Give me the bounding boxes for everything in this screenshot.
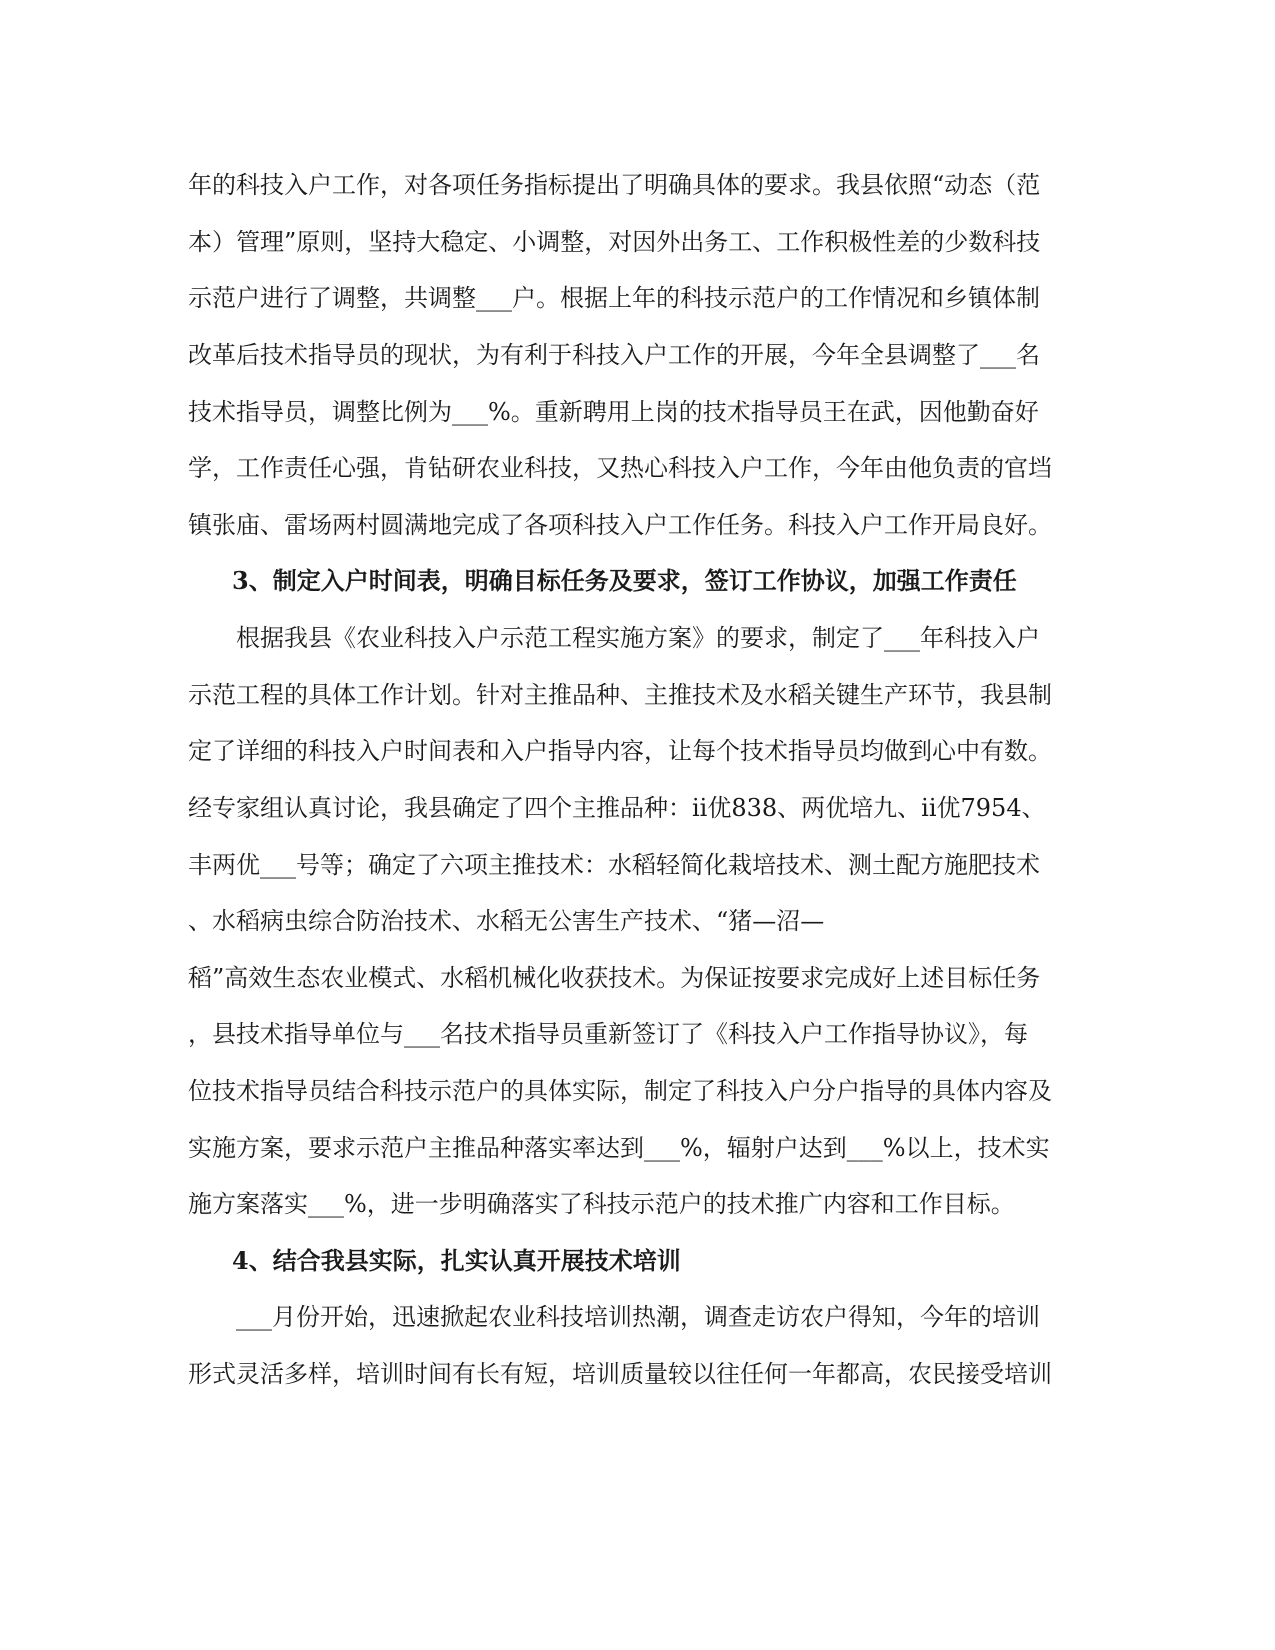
text-line: 实施方案，要求示范户主推品种落实率达到___%，辐射户达到___%以上，技术实 <box>188 1134 1050 1162</box>
text-line: 根据我县《农业科技入户示范工程实施方案》的要求，制定了___年科技入户 <box>236 624 1040 652</box>
text-line: 施方案落实___%，进一步明确落实了科技示范户的技术推广内容和工作目标。 <box>188 1190 1015 1218</box>
text-line: 年的科技入户工作，对各项任务指标提出了明确具体的要求。我县依照“动态（范 <box>188 171 1041 199</box>
text-line: ___月份开始，迅速掀起农业科技培训热潮，调查走访农户得知，今年的培训 <box>236 1303 1040 1331</box>
text-line: 镇张庙、雷场两村圆满地完成了各项科技入户工作任务。科技入户工作开局良好。 <box>188 511 1052 539</box>
text-line: 形式灵活多样，培训时间有长有短，培训质量较以往任何一年都高，农民接受培训 <box>188 1360 1052 1388</box>
text-line: 丰两优___号等；确定了六项主推技术：水稻轻简化栽培技术、测土配方施肥技术 <box>188 851 1040 879</box>
text-line: 示范户进行了调整，共调整___户。根据上年的科技示范户的工作情况和乡镇体制 <box>188 284 1040 312</box>
text-line: 本）管理”原则，坚持大稳定、小调整，对因外出务工、工作积极性差的少数科技 <box>188 228 1041 256</box>
text-line: 技术指导员，调整比例为___%。重新聘用上岗的技术指导员王在武，因他勤奋好 <box>188 398 1039 426</box>
text-line: 稻”高效生态农业模式、水稻机械化收获技术。为保证按要求完成好上述目标任务 <box>188 964 1041 992</box>
text-line: 位技术指导员结合科技示范户的具体实际，制定了科技入户分户指导的具体内容及 <box>188 1077 1052 1105</box>
text-line: 改革后技术指导员的现状，为有利于科技入户工作的开展，今年全县调整了___名 <box>188 341 1040 369</box>
text-line: 示范工程的具体工作计划。针对主推品种、主推技术及水稻关键生产环节，我县制 <box>188 681 1052 709</box>
text-line: 定了详细的科技入户时间表和入户指导内容，让每个技术指导员均做到心中有数。 <box>188 737 1052 765</box>
text-line: ，县技术指导单位与___名技术指导员重新签订了《科技入户工作指导协议》，每 <box>188 1020 1028 1048</box>
section-heading: 4、结合我县实际，扎实认真开展技术培训 <box>232 1246 681 1275</box>
text-line: 学，工作责任心强，肯钻研农业科技，又热心科技入户工作，今年由他负责的官垱 <box>188 454 1052 482</box>
text-line: 、水稻病虫综合防治技术、水稻无公害生产技术、“猪—沼— <box>188 907 825 935</box>
text-line: 经专家组认真讨论，我县确定了四个主推品种：ii优838、两优培九、ii优7954、 <box>188 794 1046 822</box>
section-heading: 3、制定入户时间表，明确目标任务及要求，签订工作协议，加强工作责任 <box>232 566 1017 595</box>
